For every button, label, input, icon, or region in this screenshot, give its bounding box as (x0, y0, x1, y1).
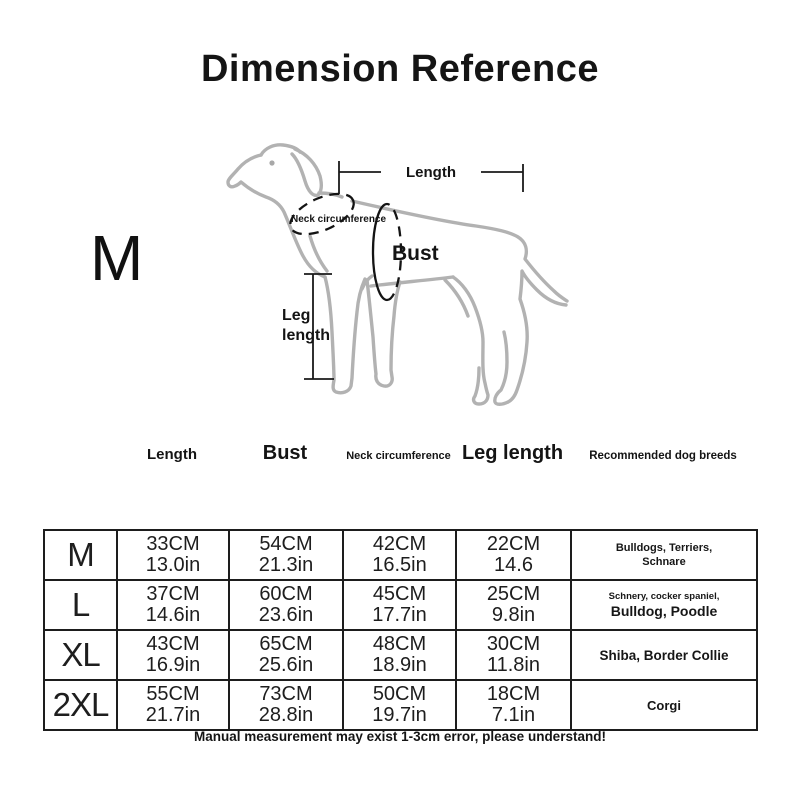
breeds-cell: Schnery, cocker spaniel, Bulldog, Poodle (571, 580, 757, 630)
length-annotation-label: Length (406, 164, 456, 181)
length-cell: 33CM 13.0in (117, 530, 229, 580)
neck-cell: 50CM 19.7in (343, 680, 456, 730)
size-cell: XL (44, 630, 117, 680)
bust-cell: 73CM 28.8in (229, 680, 343, 730)
length-cell: 43CM 16.9in (117, 630, 229, 680)
table-row (44, 530, 757, 580)
size-table (43, 529, 758, 731)
leg-cell: 30CM 11.8in (456, 630, 571, 680)
leg-cell: 18CM 7.1in (456, 680, 571, 730)
leg-cell: 25CM 9.8in (456, 580, 571, 630)
dog-measurement-diagram (195, 130, 615, 440)
table-row (44, 680, 757, 730)
measurement-disclaimer: Manual measurement may exist 1-3cm error, please understand! (194, 729, 606, 744)
dog-eye (269, 160, 274, 165)
bust-annotation-label: Bust (392, 242, 439, 265)
size-cell: L (44, 580, 117, 630)
header-neck-circumference: Neck circumference (346, 450, 451, 462)
neck-cell: 45CM 17.7in (343, 580, 456, 630)
header-length: Length (147, 446, 197, 463)
neck-annotation-label: Neck circumference (291, 214, 387, 225)
bust-cell: 60CM 23.6in (229, 580, 343, 630)
breeds-cell: Shiba, Border Collie (571, 630, 757, 680)
table-row (44, 580, 757, 630)
neck-cell: 42CM 16.5in (343, 530, 456, 580)
length-cell: 37CM 14.6in (117, 580, 229, 630)
table-row (44, 630, 757, 680)
leg-annotation-label-line2: length (282, 327, 330, 344)
neck-cell: 48CM 18.9in (343, 630, 456, 680)
bust-cell: 65CM 25.6in (229, 630, 343, 680)
header-bust: Bust (262, 442, 308, 464)
table-column-headers (116, 442, 756, 465)
leg-annotation-label-line1: Leg (282, 307, 311, 324)
selected-size-label: M (90, 222, 144, 294)
length-cell: 55CM 21.7in (117, 680, 229, 730)
header-recommended-breeds: Recommended dog breeds (589, 450, 737, 462)
header-leg-length: Leg length (461, 442, 564, 464)
breeds-cell: Bulldogs, Terriers, Schnare (571, 530, 757, 580)
dog-outline (228, 145, 567, 404)
page-title: Dimension Reference (200, 48, 600, 90)
size-cell: M (44, 530, 117, 580)
leg-cell: 22CM 14.6 (456, 530, 571, 580)
breeds-cell: Corgi (571, 680, 757, 730)
size-cell: 2XL (44, 680, 117, 730)
bust-cell: 54CM 21.3in (229, 530, 343, 580)
